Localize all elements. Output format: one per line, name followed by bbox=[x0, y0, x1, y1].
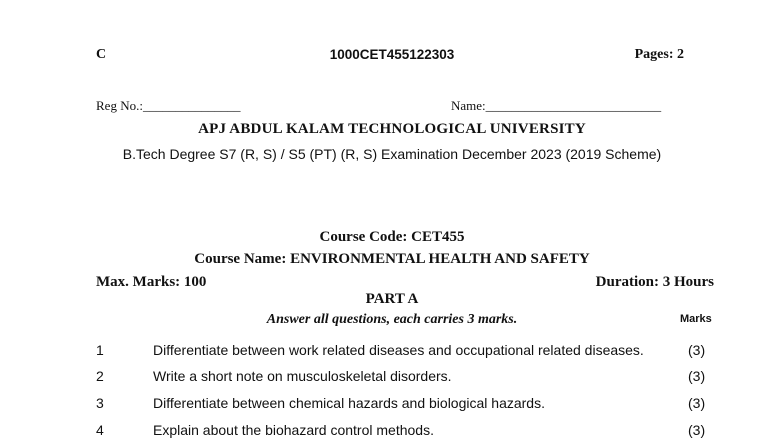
part-title: PART A bbox=[365, 291, 419, 307]
university-title: APJ ABDUL KALAM TECHNOLOGICAL UNIVERSITY bbox=[198, 121, 586, 137]
marks-column-header: Marks bbox=[680, 313, 712, 325]
question-marks: (3) bbox=[688, 422, 706, 438]
question-number: 4 bbox=[96, 422, 104, 438]
part-instruction: Answer all questions, each carries 3 marks. bbox=[266, 312, 518, 327]
max-marks: Max. Marks: 100 bbox=[96, 274, 207, 290]
question-number: 1 bbox=[96, 342, 104, 358]
page-count: Pages: 2 bbox=[634, 47, 684, 62]
question-number: 2 bbox=[96, 368, 104, 384]
course-name: Course Name: ENVIRONMENTAL HEALTH AND SAFETY bbox=[194, 251, 590, 267]
course-code: Course Code: CET455 bbox=[319, 229, 465, 245]
reg-no-field: Reg No.:_______________ bbox=[96, 98, 241, 113]
set-code: C bbox=[96, 47, 107, 62]
question-marks: (3) bbox=[688, 342, 706, 358]
question-marks: (3) bbox=[688, 368, 706, 384]
question-text: Differentiate between work related diseases and occupational related diseases. bbox=[153, 342, 644, 358]
question-number: 3 bbox=[96, 395, 104, 411]
question-marks: (3) bbox=[688, 395, 706, 411]
question-text: Explain about the biohazard control methods. bbox=[153, 422, 434, 438]
duration: Duration: 3 Hours bbox=[595, 274, 714, 290]
exam-title: B.Tech Degree S7 (R, S) / S5 (PT) (R, S) Examination December 2023 (2019 Scheme) bbox=[122, 146, 662, 162]
paper-code: 1000CET455122303 bbox=[329, 47, 455, 62]
name-field: Name:___________________________ bbox=[451, 98, 662, 113]
question-text: Write a short note on musculoskeletal disorders. bbox=[153, 368, 452, 384]
question-text: Differentiate between chemical hazards and biological hazards. bbox=[153, 395, 545, 411]
